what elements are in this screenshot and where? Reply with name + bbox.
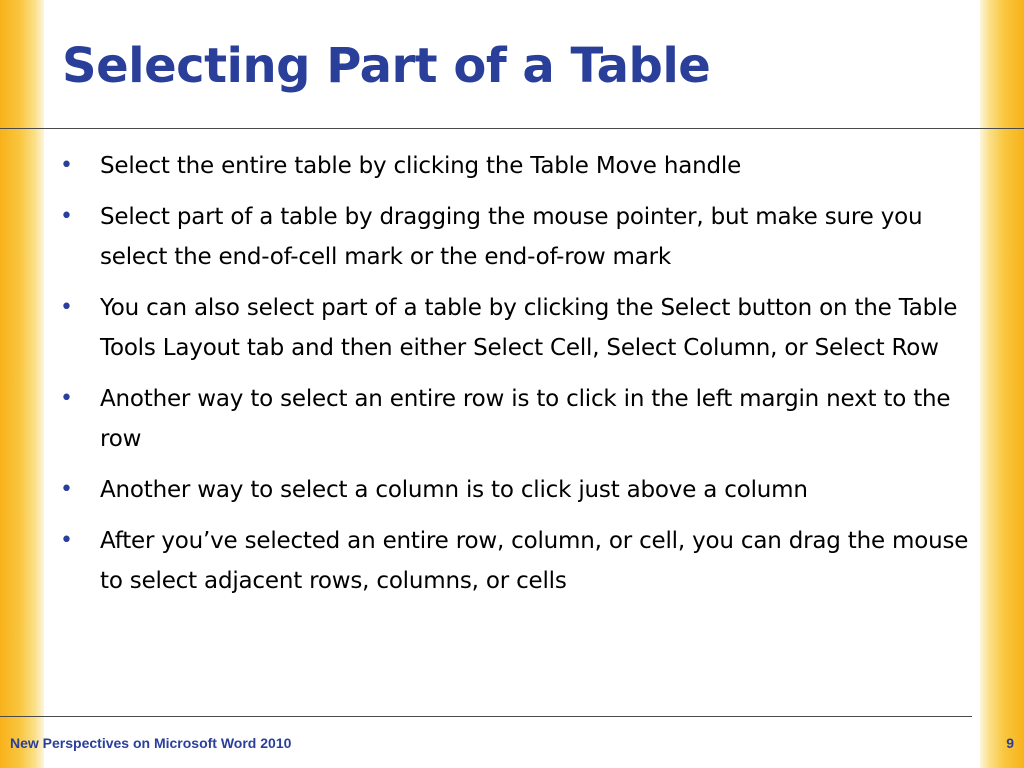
bullet-dot-icon: • <box>60 295 73 320</box>
footer-divider <box>0 716 972 717</box>
bullet-dot-icon: • <box>60 153 73 178</box>
bullet-item <box>60 146 975 186</box>
bullet-list <box>60 146 975 612</box>
bullet-item <box>60 288 975 368</box>
bullet-text: Another way to select an entire row is to click in the left margin next to the row <box>100 386 951 452</box>
bullet-text: You can also select part of a table by clicking the Select button on the Table Tools Layout tab and then either Select Cell, Select Column, or Select Row <box>100 295 958 361</box>
bullet-dot-icon: • <box>60 528 73 553</box>
bullet-item <box>60 470 975 510</box>
left-accent-strip <box>0 0 44 768</box>
title-divider <box>0 128 1024 129</box>
footer-text: New Perspectives on Microsoft Word 2010 <box>10 735 292 751</box>
slide-title: Selecting Part of a Table <box>62 38 711 94</box>
right-accent-strip <box>980 0 1024 768</box>
bullet-text: Select the entire table by clicking the Table Move handle <box>100 153 742 179</box>
bullet-item <box>60 379 975 459</box>
bullet-dot-icon: • <box>60 204 73 229</box>
bullet-item <box>60 521 975 601</box>
bullet-dot-icon: • <box>60 477 73 502</box>
bullet-text: After you’ve selected an entire row, column, or cell, you can drag the mouse to select adjacent rows, columns, or cells <box>100 528 969 594</box>
bullet-item <box>60 197 975 277</box>
bullet-dot-icon: • <box>60 386 73 411</box>
bullet-text: Another way to select a column is to click just above a column <box>100 477 808 503</box>
bullet-text: Select part of a table by dragging the mouse pointer, but make sure you select the end-of-cell mark or the end-of-row mark <box>100 204 923 270</box>
page-number: 9 <box>1006 735 1014 751</box>
